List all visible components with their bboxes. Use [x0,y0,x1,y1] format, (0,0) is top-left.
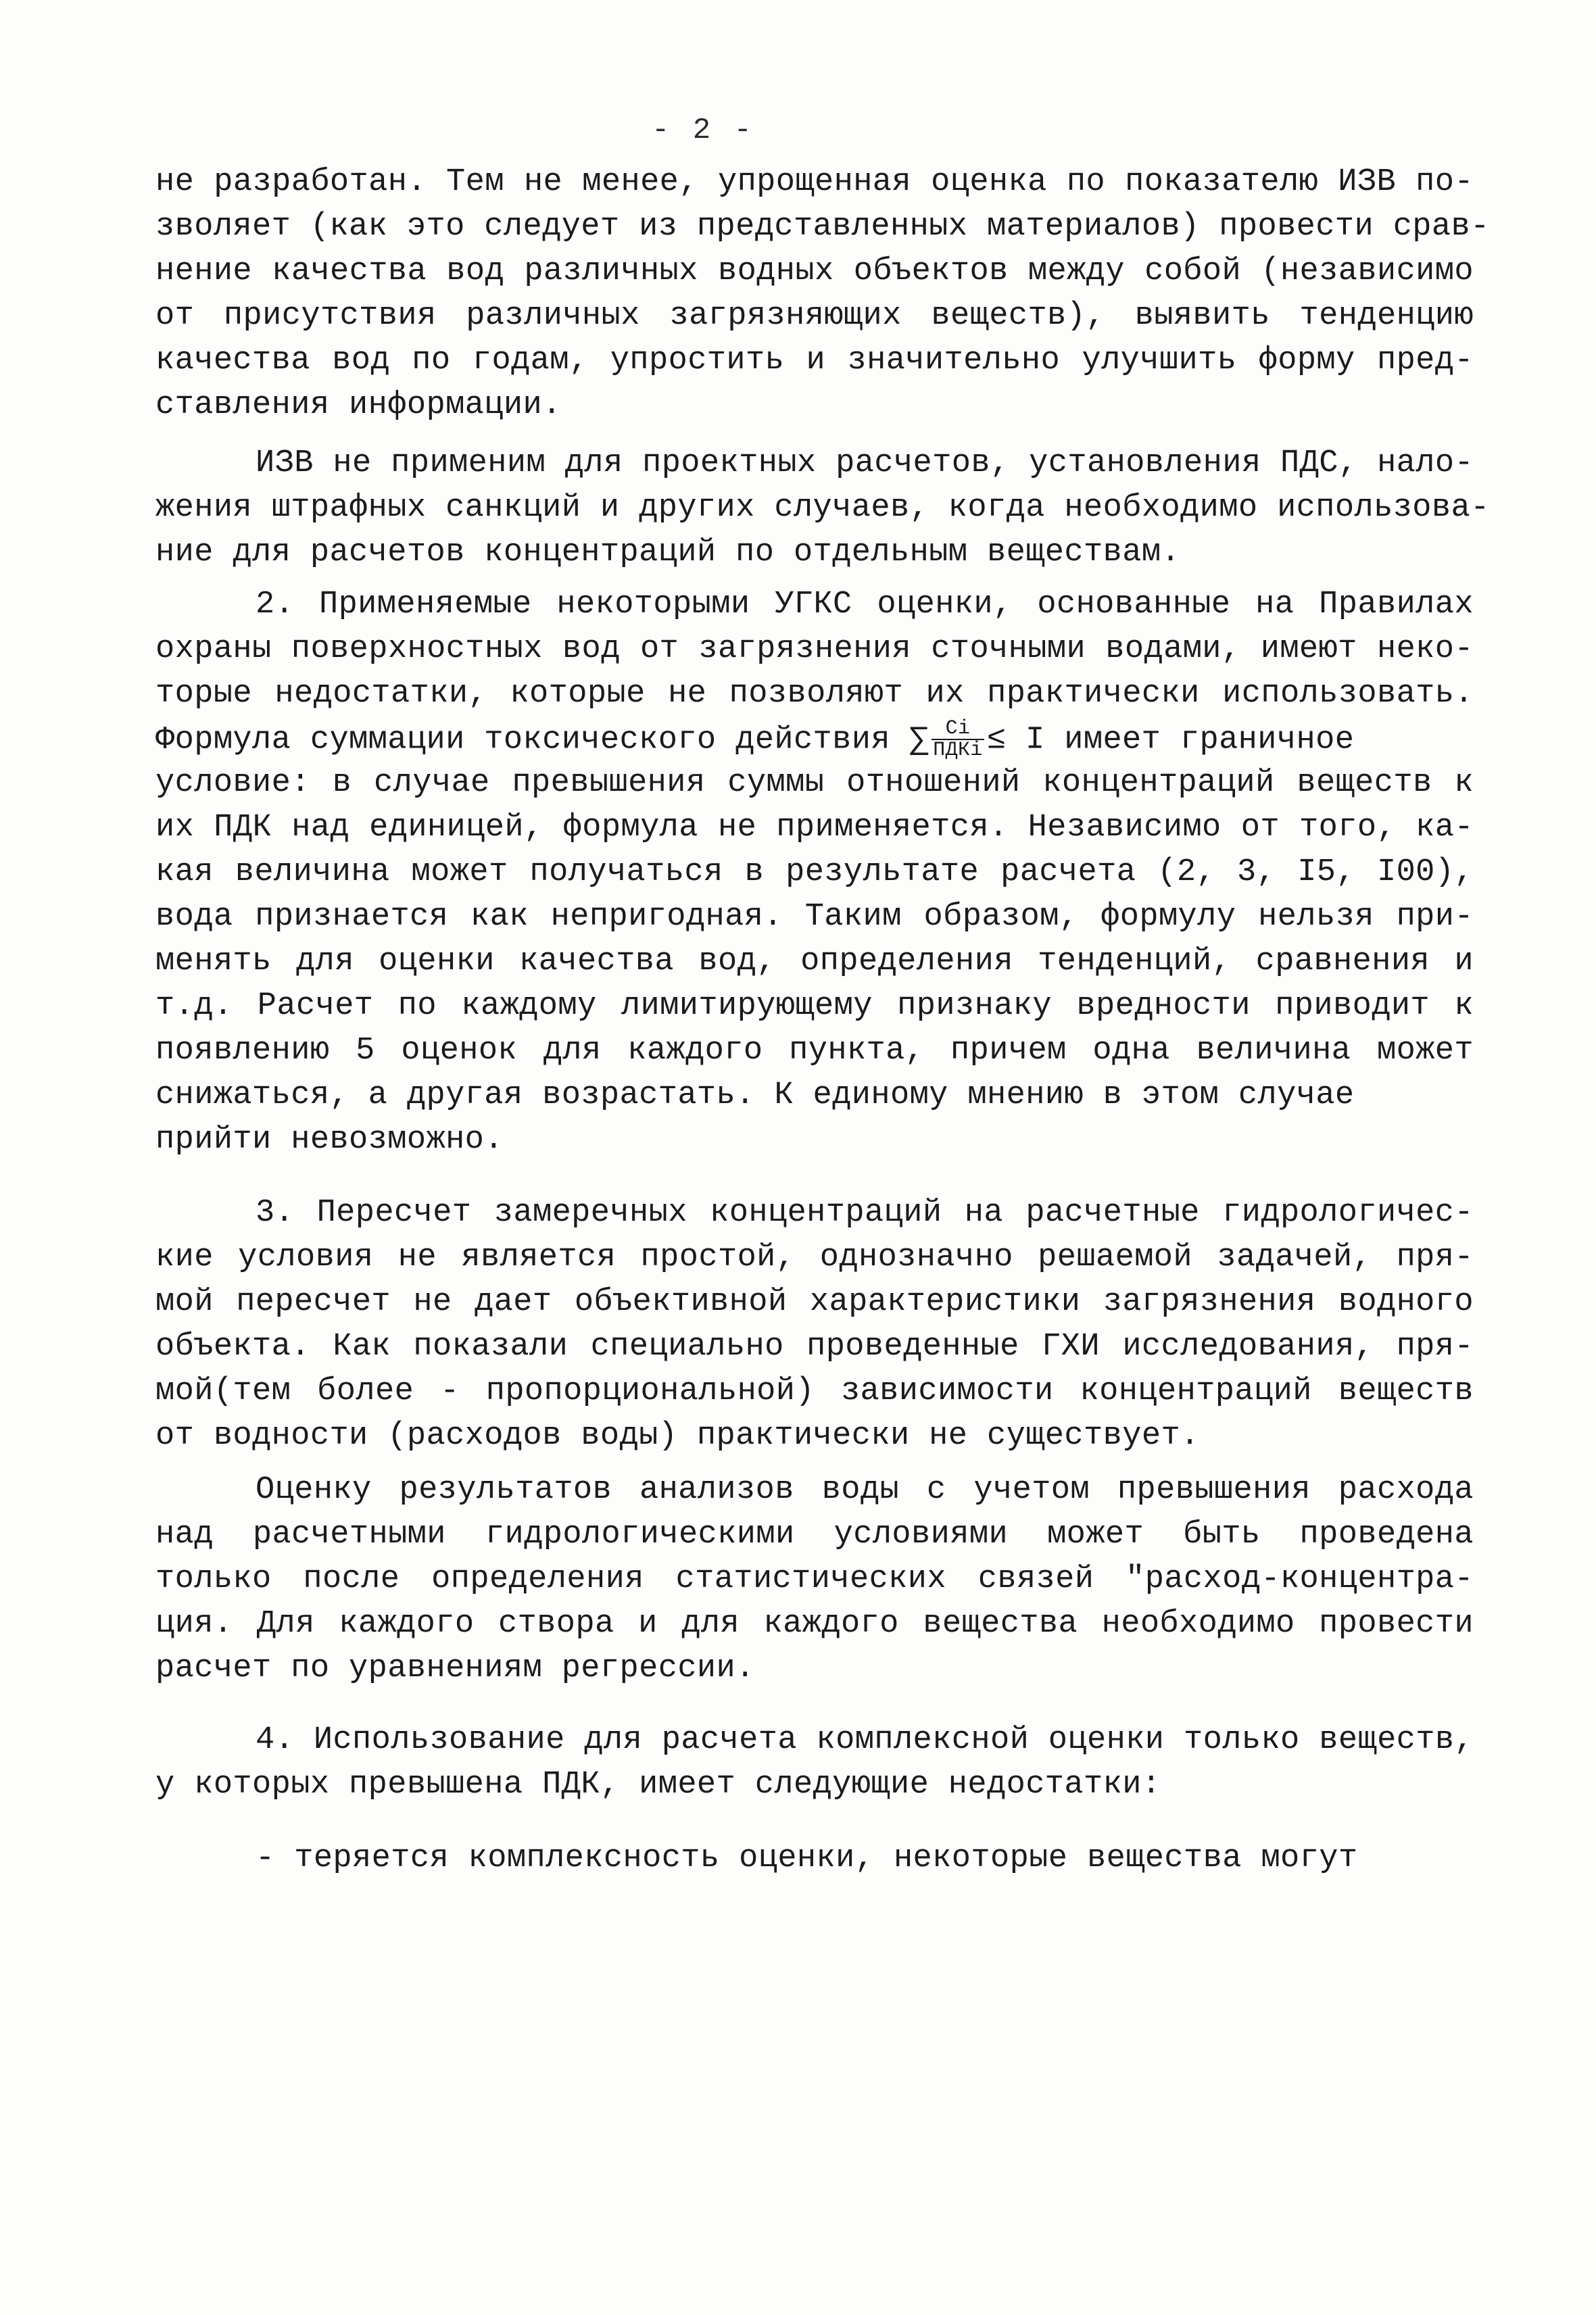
text-line: кие условия не является простой, однозначно решаемой задачей, пря- [155,1240,1474,1275]
text-line: т.д. Расчет по каждому лимитирующему признаку вредности приводит к [155,988,1474,1024]
text-line: от водности (расходов воды) практически не существует. [155,1418,1200,1454]
text-line: ставления информации. [155,387,562,423]
text-line: снижаться, а другая возрастать. К единому мнению в этом случае [155,1077,1355,1113]
formula-denominator: ПДКi [933,739,983,762]
text-line: ние для расчетов концентраций по отдельным веществам. [155,535,1181,570]
text-line: ИЗВ не применим для проектных расчетов, установления ПДС, нало- [256,445,1474,481]
text-line: мой пересчет не дает объективной характеристики загрязнения водного [155,1284,1474,1320]
text-line: жения штрафных санкций и других случаев, когда необходимо использова- [155,490,1490,526]
formula-line [155,718,1354,760]
text-line: вода признается как непригодная. Таким образом, формулу нельзя при- [155,899,1474,935]
text-line: над расчетными гидрологическими условиями может быть проведена [155,1517,1474,1553]
text-line: условие: в случае превышения суммы отношений концентраций веществ к [155,765,1474,801]
text-line: качества вод по годам, упростить и значительно улучшить форму пред- [155,343,1474,379]
text-line: торые недостатки, которые не позволяют их практически использовать. [155,676,1474,712]
text-line: менять для оценки качества вод, определения тенденций, сравнения и [155,944,1474,979]
text-line: 4. Использование для расчета комплексной оценки только веществ, [256,1722,1474,1758]
text-fragment: ≤ I имеет граничное [986,722,1355,758]
text-line: зволяет (как это следует из представленных материалов) провести срав- [155,209,1490,245]
text-line: у которых превышена ПДК, имеет следующие недостатки: [155,1767,1161,1803]
text-line: нение качества вод различных водных объектов между собой (независимо [155,253,1474,289]
text-line: ция. Для каждого створа и для каждого вещества необходимо провести [155,1606,1474,1642]
text-line: 3. Пересчет замеречных концентраций на расчетные гидрологичес- [256,1195,1474,1231]
text-line: расчет по уравнениям регрессии. [155,1651,755,1686]
text-line: 2. Применяемые некоторыми УГКС оценки, основанные на Правилах [256,587,1474,623]
text-line: объекта. Как показали специально проведенные ГХИ исследования, пря- [155,1329,1474,1365]
text-line: от присутствия различных загрязняющих веществ), выявить тенденцию [155,298,1474,334]
text-line: их ПДК над единицей, формула не применяется. Независимо от того, ка- [155,810,1474,846]
page-number: - 2 - [651,114,755,147]
text-fragment: Формула суммации токсического действия ∑ [155,722,929,758]
text-line: прийти невозможно. [155,1122,504,1158]
text-line: кая величина может получаться в результате расчета (2, 3, I5, I00), [155,854,1474,890]
text-line: мой(тем более - пропорциональной) зависимости концентраций веществ [155,1373,1474,1409]
text-line: охраны поверхностных вод от загрязнения сточными водами, имеют неко- [155,631,1474,667]
toxicity-formula-fraction [932,718,984,760]
text-line: - теряется комплексность оценки, некоторые вещества могут [256,1841,1358,1876]
text-line: только после определения статистических связей "расход-концентра- [155,1561,1474,1597]
text-line: появлению 5 оценок для каждого пункта, причем одна величина может [155,1033,1474,1069]
text-line: Оценку результатов анализов воды с учетом превышения расхода [256,1472,1474,1508]
formula-numerator: Ci [932,718,984,740]
text-line: не разработан. Тем не менее, упрощенная оценка по показателю ИЗВ по- [155,164,1474,200]
